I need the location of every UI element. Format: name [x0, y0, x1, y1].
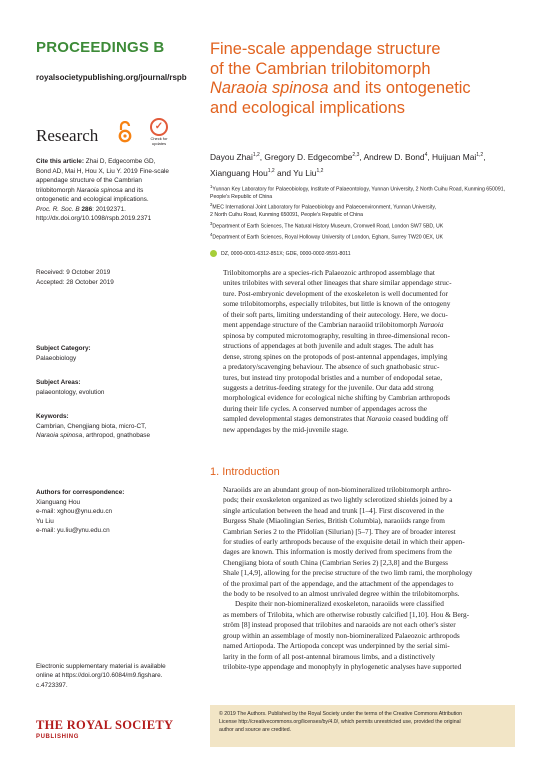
abstract-line: during their life cycles. A conserved number of appendages across the: [223, 403, 428, 413]
affil-line: Department of Earth Sciences, Royal Holloway University of London, Egham, Surrey TW20 0EX, UK: [212, 234, 443, 241]
affil-number: 4: [210, 231, 213, 237]
citation-line: Zhai D, Edgecombe GD,: [83, 158, 156, 165]
title-species: Naraoia spinosa: [210, 79, 329, 97]
intro-line: Shale [1,4,9], allowing for the precise structure of the two limb rami, the morphology: [223, 568, 473, 578]
check-for-updates-icon[interactable]: ✓ Check for updates: [146, 118, 172, 146]
intro-line: trilobite-type appendage and monophyly in phylogenetic analyses have supported: [223, 661, 462, 671]
subject-areas: [36, 378, 190, 397]
intro-line: Cambrian Series 2 to the Přídolían (Silurian) [5–7]. They are of broader interest: [223, 526, 456, 536]
journal-url[interactable]: royalsocietypublishing.org/journal/rspb: [36, 73, 187, 82]
abstract-line: of their soft parts, limiting understanding of their autecology. Here, we docu-: [223, 309, 448, 319]
abstract-line: suggests a detritus-feeding strategy for the juvenile. Our data add strong: [223, 382, 434, 392]
keywords-line: , arthropod, gnathobase: [82, 432, 151, 439]
citation-article: : 20192371.: [92, 205, 126, 213]
citation-line: Bond AD, Mai H, Hou X, Liu Y. 2019 Fine-scale: [36, 167, 169, 175]
affil-line: 2 North Cuihu Road, Kunming 650091, People's Republic of China: [210, 212, 363, 219]
subject-areas-value: palaeontology, evolution: [36, 388, 105, 396]
open-access-icon: [118, 121, 132, 143]
affil-line: People's Republic of China: [210, 194, 273, 201]
license-text: [219, 710, 509, 734]
correspondence-name: Xianguang Hou: [36, 498, 81, 506]
publisher-logo-sub: PUBLISHING: [36, 734, 80, 740]
citation-block: [36, 157, 190, 224]
abstract-line: new appendages by the mid-juvenile stage.: [223, 424, 349, 434]
abstract-line: some trilobitomorphs, especially trilobites, but little is known of the ontogeny: [223, 299, 451, 309]
correspondence: [36, 488, 190, 536]
correspondence-name: Yu Liu: [36, 517, 54, 525]
intro-line: Chengjiang biota of south China (Cambrian Series 2) [2,3,8] and the Burgess: [223, 557, 449, 567]
abstract-line: tures, but instead tiny protopodal bristles and a number of endopodal setae,: [223, 372, 443, 382]
keywords-species: Naraoia spinosa: [36, 432, 83, 439]
intro-line: as members of Trilobita, which are otherwise robustly calcified [1,10]. Hou & Berg-: [223, 609, 470, 619]
orcid-ids[interactable]: DZ, 0000-0001-6312-851X; GDE, 0000-0002-9591-8011: [221, 250, 351, 257]
accepted-date: Accepted: 28 October 2019: [36, 278, 114, 286]
abstract-species: Naraoia: [366, 414, 391, 424]
citation-doi-link[interactable]: http://dx.doi.org/10.1098/rspb.2019.2371: [36, 215, 152, 222]
author-affil: 1,2: [267, 167, 275, 174]
intro-heading: 1. Introduction: [210, 466, 280, 478]
affil-number: 3: [210, 220, 213, 226]
author: , Gregory D. Edgecombe: [259, 151, 353, 162]
citation-volume: 286: [79, 205, 93, 213]
title-line: and its ontogenetic: [328, 79, 471, 97]
abstract-line: ture. Post-embryonic development of the exoskeleton is well documented for: [223, 288, 448, 298]
author: , Huijuan Mai: [427, 151, 477, 162]
intro-line: larity in the form of all post-antennal biramous limbs, and a distinctively: [223, 651, 435, 661]
abstract-line: spinosa by computed microtomography, resulting in three-dimensional recon-: [223, 330, 450, 340]
received-date: Received: 9 October 2019: [36, 269, 111, 276]
check-label-2: updates: [151, 140, 167, 146]
check-label-1: Check for: [150, 136, 168, 141]
intro-paragraph-1: [223, 485, 508, 599]
affil-line: Department of Earth Sciences, The Natural History Museum, Cromwell Road, London SW7 5BD, UK: [212, 223, 444, 230]
correspondence-email[interactable]: e-mail: yu.liu@ynu.edu.cn: [36, 527, 110, 534]
keywords: [36, 412, 190, 441]
citation-line: and its: [122, 186, 144, 194]
esm-link[interactable]: online at https://doi.org/10.6084/m9.figshare.: [36, 672, 163, 680]
citation-line: ontogenetic and ecological implications.: [36, 196, 149, 203]
author: and Yu Liu: [274, 167, 317, 178]
author-affil: 4: [424, 152, 428, 158]
article-title: [210, 40, 510, 118]
citation-journal: Proc. R. Soc. B: [36, 205, 80, 213]
license-line: © 2019 The Authors. Published by the Royal Society under the terms of the Creative Commons Attribution: [219, 711, 463, 717]
intro-paragraph-2: [223, 599, 508, 672]
citation-lead: Cite this article:: [36, 158, 84, 165]
abstract-line: a predatory/scavenging behaviour. The absence of such gnathobasic struc-: [223, 362, 440, 372]
citation-line: appendage structure of the Cambrian: [36, 177, 142, 184]
correspondence-heading: Authors for correspondence:: [36, 489, 125, 496]
section-label: Research: [36, 126, 99, 145]
esm-link[interactable]: c.4723397.: [36, 681, 68, 689]
abstract-line: ment appendage structure of the Cambrian naraoiid trilobitomorph: [223, 320, 420, 330]
intro-line: dages are known. This information is mostly derived from specimens from the: [223, 547, 452, 557]
correspondence-email[interactable]: e-mail: xghou@ynu.edu.cn: [36, 508, 113, 515]
intro-line: single articulation between the head and trunk [1–4]. First discovered in the: [223, 505, 444, 515]
abstract-line: sampled developmental stages demonstrates that: [223, 414, 367, 424]
intro-line: group within an assemblage of mostly non-biomineralized Palaeozoic arthropods: [223, 630, 460, 640]
affil-line: MEC International Joint Laboratory for Palaeobiology and Palaeoenvironment, Yunnan University,: [212, 205, 437, 212]
abstract-line: ceased budding off: [391, 414, 449, 424]
subject-category-heading: Subject Category:: [36, 345, 91, 352]
author-affil: 1,2: [316, 167, 324, 174]
affil-number: 2: [210, 202, 213, 208]
author: Xianguang Hou: [210, 167, 268, 178]
intro-line: named Artiopoda. The Artiopoda concept was underpinned by the serial simi-: [223, 641, 450, 651]
supplementary-note: [36, 662, 186, 690]
license-line: author and source are credited.: [219, 727, 292, 733]
title-line: and ecological implications: [210, 98, 405, 117]
intro-line: the body to be resolved to an almost unrivaled degree within the trilobitomorphs.: [223, 589, 460, 599]
publisher-logo: THE ROYAL SOCIETY: [36, 718, 174, 732]
subject-category-value: Palaeobiology: [36, 354, 77, 362]
intro-line: Burgess Shale (Miaolingian Series, British Columbia), naraoiids range from: [223, 516, 445, 526]
keywords-heading: Keywords:: [36, 413, 69, 420]
author-affil: 2,3: [352, 152, 360, 158]
dates-block: [36, 268, 190, 287]
author: Dayou Zhai: [210, 151, 253, 162]
abstract-line: structions of appendages at both juvenile and adult stages. The adult has: [223, 341, 434, 351]
abstract: [223, 268, 508, 435]
intro-line: for studies of early arthropods because of the exquisite detail in which their appen-: [223, 537, 465, 547]
affil-line: Yunnan Key Laboratory for Palaeobiology, Institute of Palaeontology, Yunnan University, 2 North Cuihu Road, Kunming 650091,: [212, 186, 506, 193]
author-affil: 1,2: [252, 152, 260, 158]
intro-line: Naraoiids are an abundant group of non-biomineralized trilobitomorph arthro-: [223, 485, 452, 494]
citation-line: trilobitomorph: [36, 186, 77, 194]
affiliations: [210, 183, 530, 242]
keywords-line: Cambrian, Chengjiang biota, micro-CT,: [36, 422, 147, 430]
intro-line: Despite their non-biomineralized exoskeleton, naraoiids were classified: [235, 599, 444, 609]
abstract-line: unites trilobites with several other lineages that share similar appendage struc-: [223, 278, 452, 288]
intro-body: [223, 485, 508, 672]
orcid-line: [210, 250, 351, 257]
author: , Andrew D. Bond: [359, 151, 425, 162]
affil-number: 1: [210, 184, 213, 189]
title-line: of the Cambrian trilobitomorph: [210, 59, 431, 78]
author-list: Dayou Zhai$^{1,2}$, Gregory D. Edgecombe$^{2,3}$, Andrew D. Bond$^4$, Huijuan Mai$^{1,2}$, Xianguang Hou$^{1,2}$ and Yu Liu$^{1,2}$: [210, 151, 486, 178]
abstract-line: morphological evidence for ecological niche shifting by Cambrian arthropods: [223, 393, 450, 403]
abstract-line: Trilobitomorphs are a species-rich Palaeozoic arthropod assemblage that: [223, 268, 435, 277]
esm-line: Electronic supplementary material is available: [36, 663, 166, 670]
intro-line: of the proximal part of the appendage, and the attachment of the appendages to: [223, 578, 454, 588]
subject-areas-heading: Subject Areas:: [36, 379, 81, 386]
author-affil: 1,2: [476, 152, 484, 158]
journal-name: PROCEEDINGS B: [36, 39, 165, 56]
subject-category: [36, 344, 190, 363]
citation-species: Naraoia spinosa: [76, 186, 123, 194]
intro-line: pods; their exoskeleton organized as two lightly sclerotized shields joined by a: [223, 495, 453, 505]
title-line: Fine-scale appendage structure: [210, 40, 441, 58]
orcid-icon[interactable]: [210, 250, 217, 257]
license-line: License http://creativecommons.org/licenses/by/4.0/, which permits unrestricted use, provided the original: [219, 719, 461, 725]
intro-line: ström [8] instead proposed that trilobites and naraoids are not each other's sister: [223, 620, 456, 630]
abstract-species: Naraoia: [419, 320, 444, 330]
abstract-line: dense, strong spines on the protopods of post-antennal appendages, implying: [223, 351, 448, 361]
